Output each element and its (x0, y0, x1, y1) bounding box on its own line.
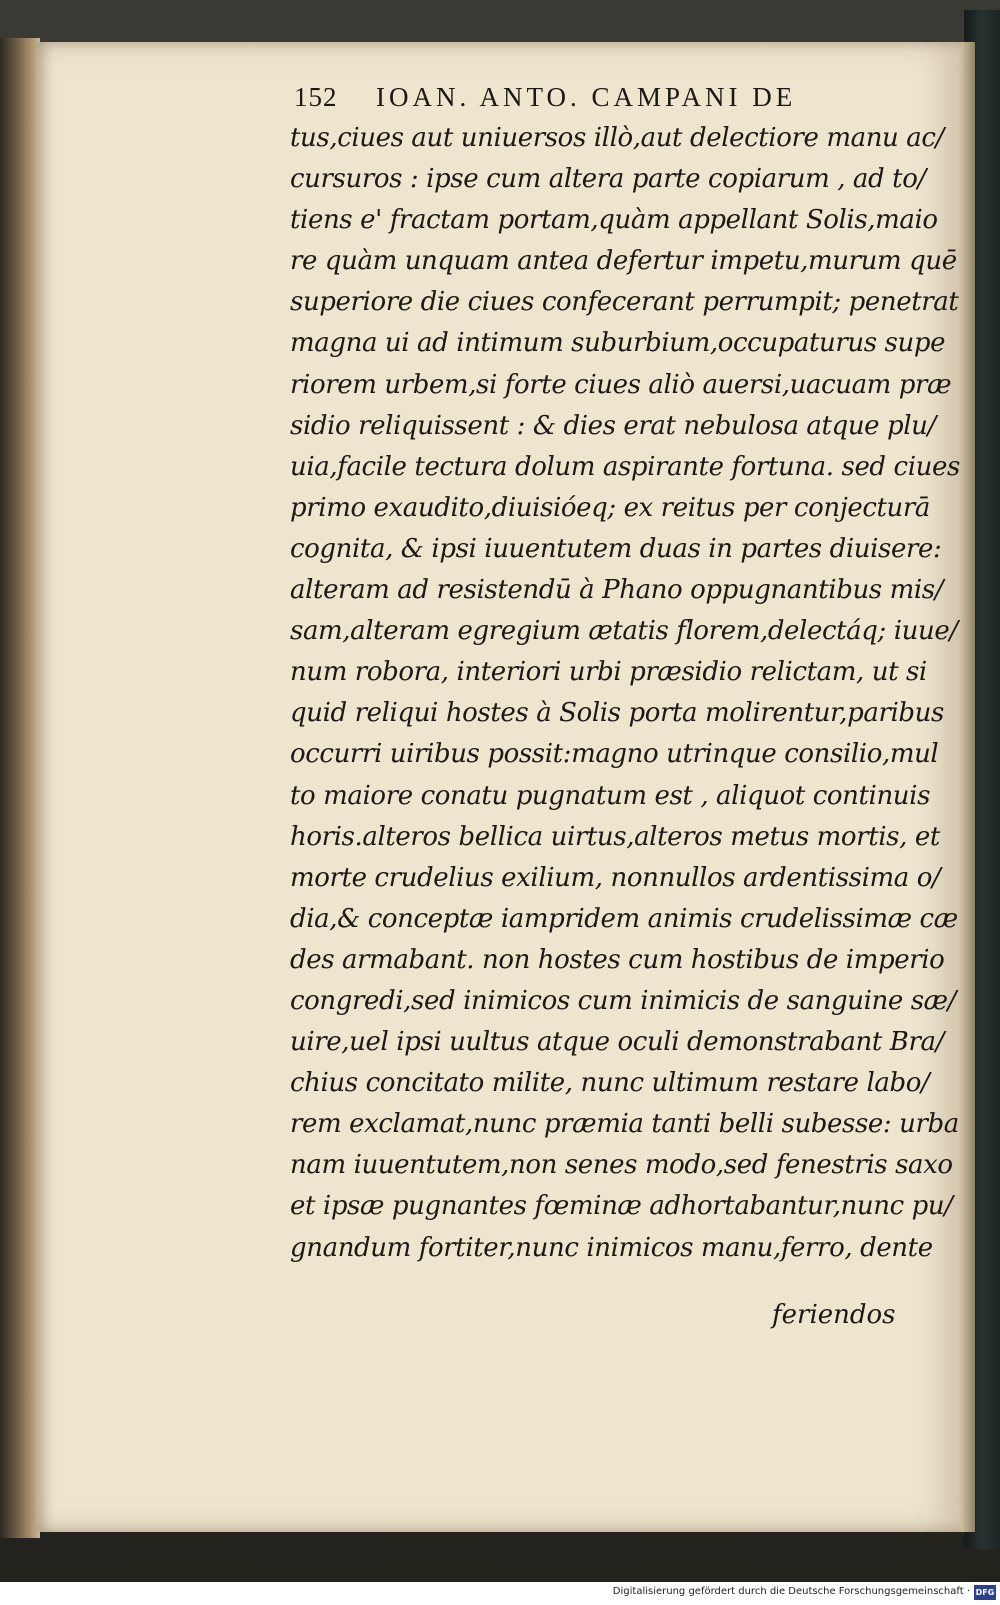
text-line: num robora, interiori urbi præsidio relictam, ut si (290, 657, 927, 688)
text-line: horis.alteros bellica uirtus,alteros metus mortis, et (290, 821, 940, 852)
digitization-footer (0, 1582, 1000, 1605)
text-line: cognita, & ipsi iuuentutem duas in partes diuisere: (290, 533, 942, 564)
text-line: sidio reliquissent : & dies erat nebulosa atque plu/ (290, 410, 936, 441)
dfg-logo: DFG (974, 1585, 996, 1600)
text-line: sam,alteram egregium ætatis florem,delectáq; iuue/ (290, 616, 958, 647)
text-line: des armabant. non hostes cum hostibus de imperio (290, 944, 945, 975)
text-line: re quàm unquam antea defertur impetu,murum quē (290, 246, 957, 277)
text-line: quid reliqui hostes à Solis porta molirentur,paribus (290, 698, 944, 729)
text-line: congredi,sed inimicos cum inimicis de sanguine sæ/ (290, 985, 957, 1016)
text-line: dia,& conceptæ iampridem animis crudelissimæ cæ (290, 903, 958, 934)
text-line: cursuros : ipse cum altera parte copiarum , ad to/ (290, 164, 926, 195)
text-line: primo exaudito,diuisióeq; ex reitus per conjecturā (290, 492, 931, 523)
body-text (290, 118, 960, 1269)
text-line: uire,uel ipsi uultus atque oculi demonstrabant Bra/ (290, 1027, 944, 1058)
running-title: IOAN. ANTO. CAMPANI DE (376, 82, 797, 112)
page-number: 152 (294, 82, 338, 112)
book-cover-left (0, 38, 40, 1538)
text-line: nam iuuentutem,non senes modo,sed fenestris saxo (290, 1150, 953, 1181)
running-header (294, 82, 904, 122)
catchword: feriendos (772, 1300, 896, 1330)
page-edge (961, 42, 975, 1532)
text-line: uia,facile tectura dolum aspirante fortuna. sed ciues (290, 451, 960, 482)
text-line: chius concitato milite, nunc ultimum restare labo/ (290, 1068, 930, 1099)
funding-credit: Digitalisierung gefördert durch die Deutsche Forschungsgemeinschaft · (612, 1586, 970, 1597)
text-line: riorem urbem,si forte ciues aliò auersi,uacuam præ (290, 369, 952, 400)
text-line: to maiore conatu pugnatum est , aliquot continuis (290, 780, 931, 811)
text-line: morte crudelius exilium, nonnullos ardentissima o/ (290, 862, 941, 893)
text-line: magna ui ad intimum suburbium,occupaturus supe (290, 328, 946, 359)
text-line: gnandum fortiter,nunc inimicos manu,ferro, dente (290, 1232, 933, 1263)
text-line: tus,ciues aut uniuersos illò,aut delectiore manu ac/ (290, 123, 944, 153)
text-line: et ipsæ pugnantes fœminæ adhortabantur,nunc pu/ (290, 1191, 953, 1222)
text-line: alteram ad resistendū à Phano oppugnantibus mis/ (290, 575, 944, 606)
text-line: occurri uiribus possit:magno utrinque consilio,mul (290, 739, 939, 770)
text-line: superiore die ciues confecerant perrumpit; penetrat (290, 287, 959, 318)
text-line: rem exclamat,nunc præmia tanti belli subesse: urba (290, 1109, 959, 1140)
text-line: tiens e' fractam portam,quàm appellant Solis,maio (290, 205, 938, 236)
